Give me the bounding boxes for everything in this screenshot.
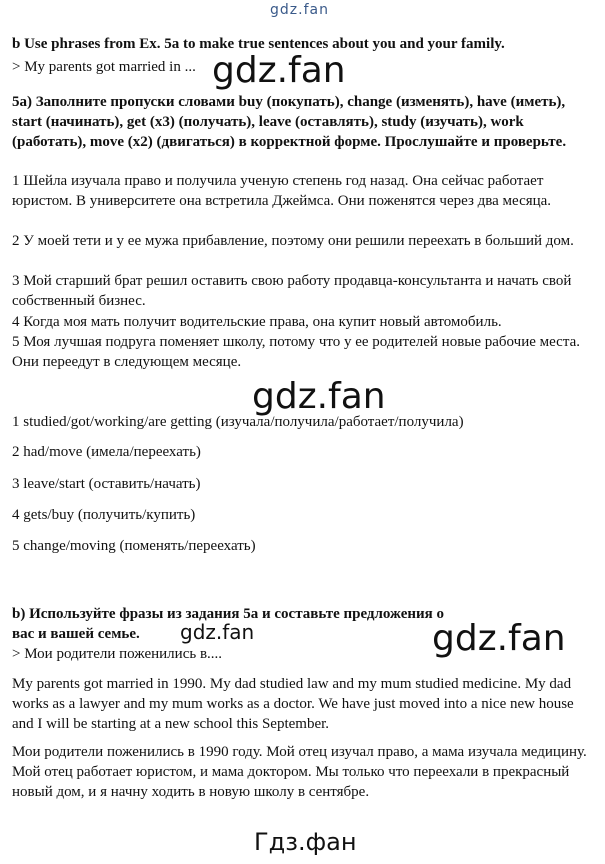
watermark-1: gdz.fan <box>212 50 346 91</box>
watermark-3: gdz.fan <box>180 620 255 644</box>
answer-russian: Мои родители поженились в 1990 году. Мой отец изучал право, а мама изучала медицину. Мой отец работает юристом, и мама доктором. Мы только что переехали в прекрасный новый дом, и я начну ходить в новую школу в сентябре. <box>12 744 587 800</box>
watermark-2: gdz.fan <box>252 376 386 417</box>
answer-english: My parents got married in 1990. My dad studied law and my mum studied medicine. My dad works as a lawyer and my mum works as a doctor. We have just moved into a nice new house and I will be starting at a new school this September. <box>12 676 574 732</box>
sentence-2: 2 У моей тети и у ее мужа прибавление, поэтому они решили переехать в больший дом. <box>12 233 574 249</box>
task-b-ru-instruction: b) Используйте фразы из задания 5а и составьте предложения о вас и вашей семье. <box>12 606 445 642</box>
sentence-4: 4 Когда моя мать получит водительские права, она купит новый автомобиль. <box>12 314 502 330</box>
answer-3: 3 leave/start (оставить/начать) <box>12 476 201 492</box>
task-b-example: > My parents got married in ... <box>12 59 196 75</box>
task-b-instruction: b Use phrases from Ex. 5a to make true sentences about you and your family. <box>12 36 505 52</box>
answer-2: 2 had/move (имела/переехать) <box>12 444 201 460</box>
answer-4: 4 gets/buy (получить/купить) <box>12 507 196 523</box>
watermark-4: gdz.fan <box>432 618 566 659</box>
task-b-ru-example: > Мои родители поженились в.... <box>12 646 223 662</box>
sentence-5: 5 Моя лучшая подруга поменяет школу, потому что у ее родителей новые рабочие места. Они переедут в следующем месяце. <box>12 334 580 370</box>
task-5a-instruction: 5a) Заполните пропуски словами buy (покупать), change (изменять), have (иметь), start (начинать), get (x3) (получать), leave (оставлять), study (изучать), work (работать), move (x2) (двигаться) в корректной форме. Прослушайте и проверьте. <box>12 94 567 150</box>
answer-5: 5 change/moving (поменять/переехать) <box>12 538 256 554</box>
watermark-top: gdz.fan <box>270 2 329 18</box>
answer-1: 1 studied/got/working/are getting (изучала/получила/работает/получила) <box>12 414 464 430</box>
watermark-bottom: Гдз.фан <box>254 828 357 856</box>
sentence-3: 3 Мой старший брат решил оставить свою работу продавца-консультанта и начать свой собственный бизнес. <box>12 273 572 309</box>
sentence-1: 1 Шейла изучала право и получила ученую степень год назад. Она сейчас работает юристом. В университете она встретила Джеймса. Они поженятся через два месяца. <box>12 173 552 209</box>
